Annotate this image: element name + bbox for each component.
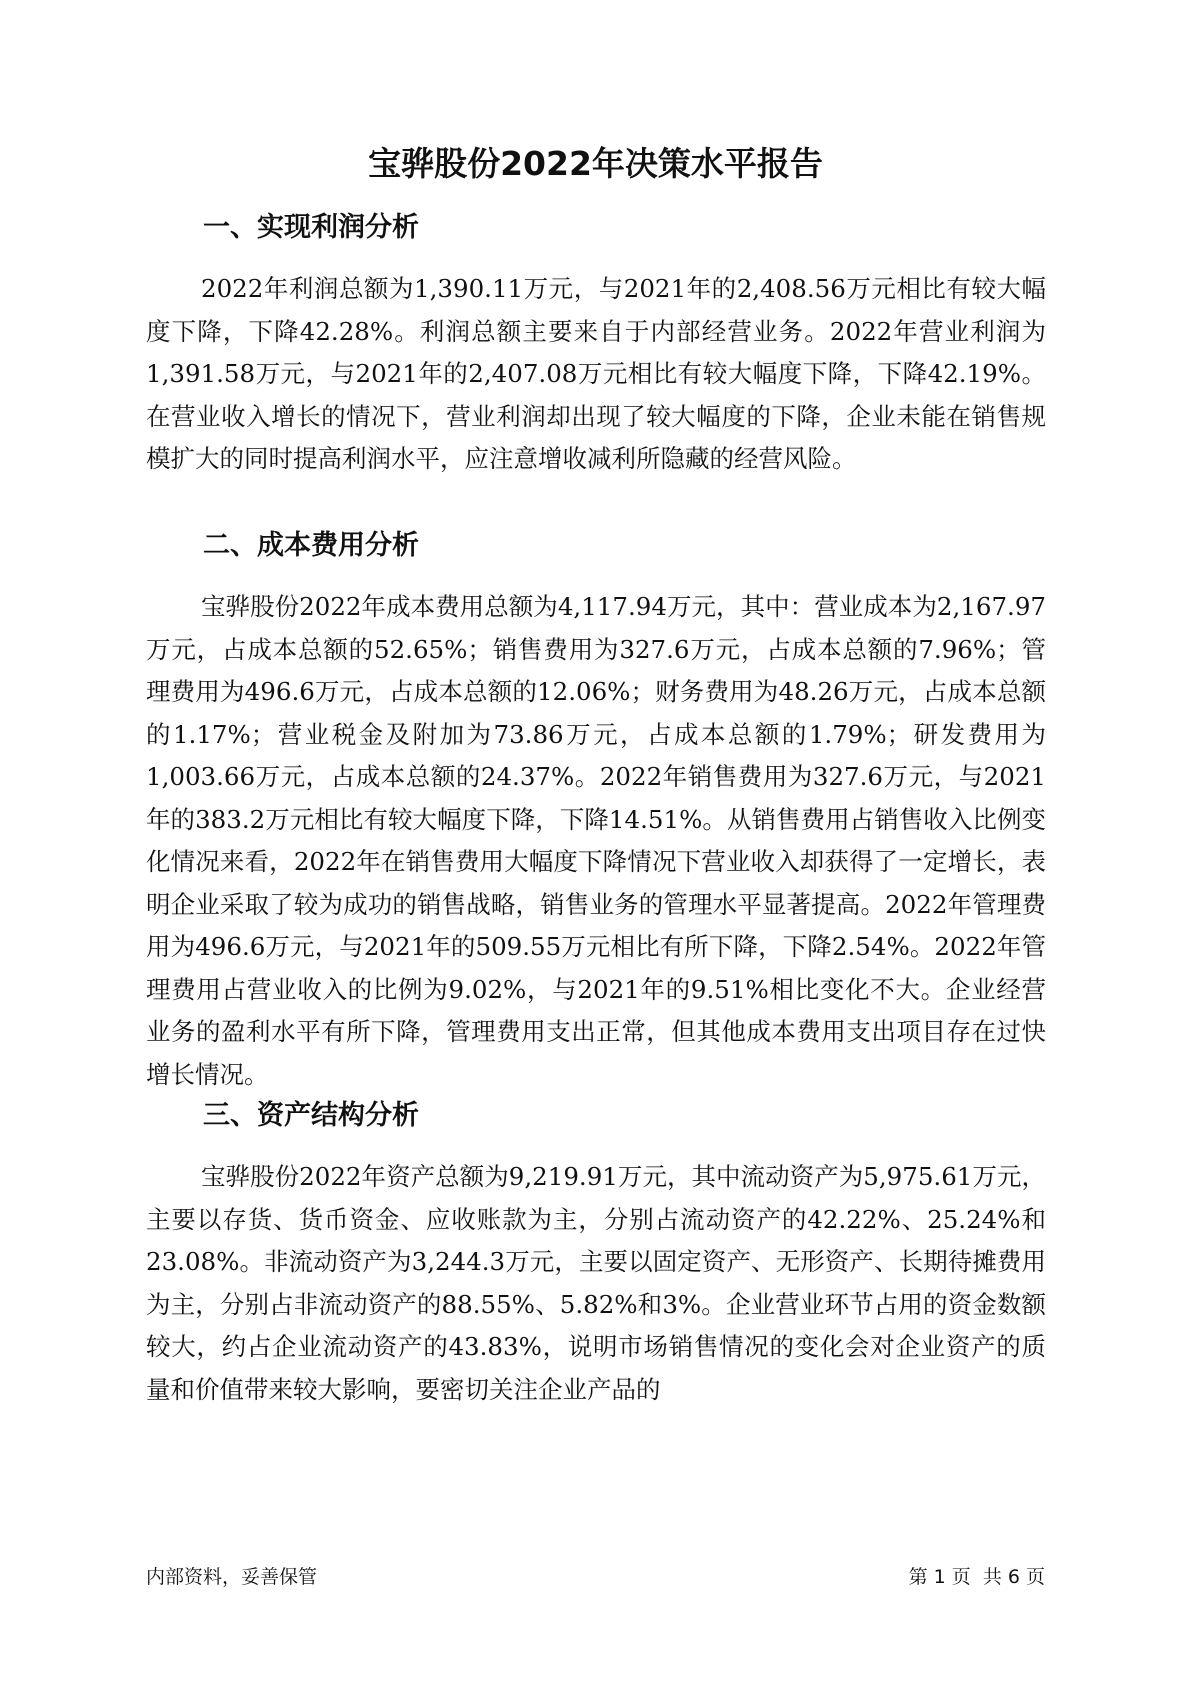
section-paragraph-cost: 宝骅股份2022年成本费用总额为4,117.94万元，其中：营业成本为2,167.97万元，占成本总额的52.65%；销售费用为327.6万元，占成本总额的7.96%；管理费用为496.6万元，占成本总额的12.06%；财务费用为48.26万元，占成本总额的1.17%；营业税金及附加为73.86万元，占成本总额的1.79%；研发费用为1,003.66万元，占成本总额的24.37%。2022年销售费用为327.6万元，与2021年的383.2万元相比有较大幅度下降，下降14.51%。从销售费用占销售收入比例变化情况来看，2022年在销售费用大幅度下降情况下营业收入却获得了一定增长，表明企业采取了较为成功的销售战略，销售业务的管理水平显著提高。2022年管理费用为496.6万元，与2021年的509.55万元相比有所下降，下降2.54%。2022年管理费用占营业收入的比例为9.02%，与2021年的9.51%相比变化不大。企业经营业务的盈利水平有所下降，管理费用支出正常，但其他成本费用支出项目存在过快增长情况。 — [146, 592, 1046, 1089]
document-title: 宝骅股份2022年决策水平报告 — [368, 144, 823, 183]
footer-confidential-note: 内部资料，妥善保管 — [146, 1566, 318, 1588]
footer-page-number: 第 1 页 共 6 页 — [908, 1566, 1045, 1588]
section-paragraph-profit: 2022年利润总额为1,390.11万元，与2021年的2,408.56万元相比有较大幅度下降，下降42.28%。利润总额主要来自于内部经营业务。2022年营业利润为1,391.58万元，与2021年的2,407.08万元相比有较大幅度下降，下降42.19%。在营业收入增长的情况下，营业利润却出现了较大幅度的下降，企业未能在销售规模扩大的同时提高利润水平，应注意增收减利所隐藏的经营风险。 — [146, 274, 1046, 473]
section-heading-assets: 三、资产结构分析 — [203, 1100, 419, 1131]
section-heading-cost: 二、成本费用分析 — [203, 530, 419, 561]
section-paragraph-assets: 宝骅股份2022年资产总额为9,219.91万元，其中流动资产为5,975.61万元，主要以存货、货币资金、应收账款为主，分别占流动资产的42.22%、25.24%和23.08%。非流动资产为3,244.3万元，主要以固定资产、无形资产、长期待摊费用为主，分别占非流动资产的88.55%、5.82%和3%。企业营业环节占用的资金数额较大，约占企业流动资产的43.83%，说明市场销售情况的变化会对企业资产的质量和价值带来较大影响，要密切关注企业产品的 — [146, 1162, 1046, 1404]
section-heading-profit: 一、实现利润分析 — [203, 212, 419, 243]
